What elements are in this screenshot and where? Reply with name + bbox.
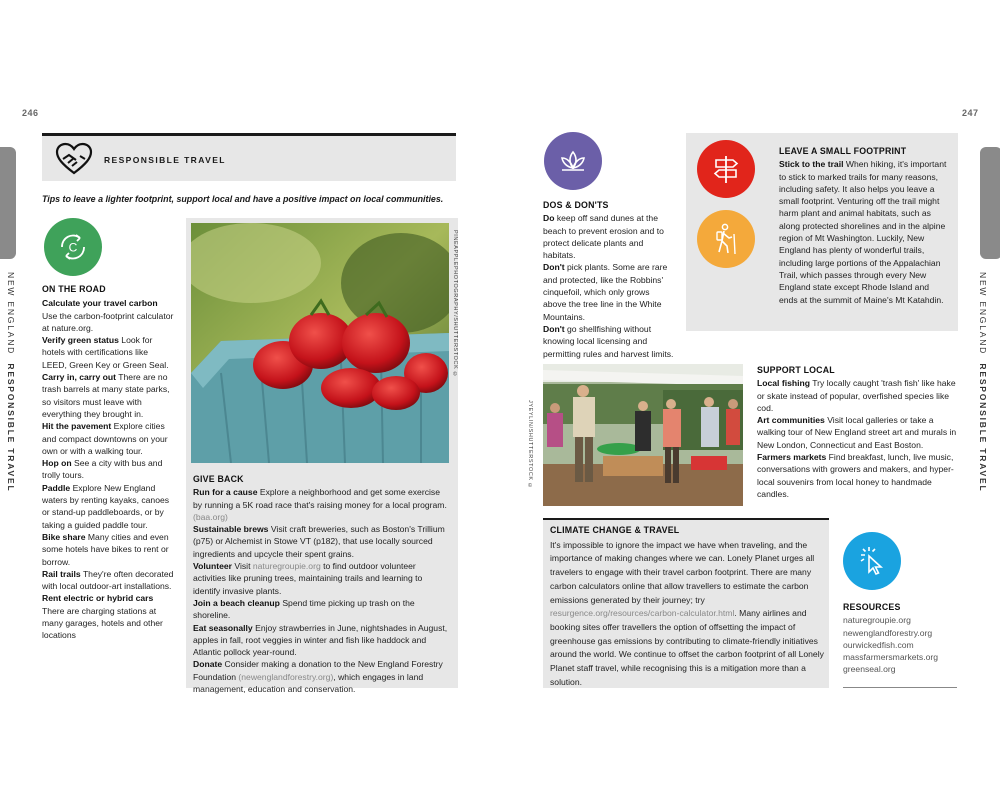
- click-cursor-icon: [843, 532, 901, 590]
- section-header: [42, 133, 456, 181]
- side-label-left: NEW ENGLAND RESPONSIBLE TRAVEL: [6, 272, 16, 493]
- section-title: RESPONSIBLE TRAVEL: [104, 155, 226, 165]
- side-tab-left: [0, 147, 16, 259]
- photo-credit-1: PINEAPPLEPHOTOGRAPHY/SHUTTERSTOCK ©: [452, 230, 458, 379]
- list-item: Join a beach cleanup Spend time picking up trash on the shoreline.: [193, 597, 415, 621]
- list-item: Rail trails They're often decorated with local outdoor-art installations.: [42, 568, 174, 592]
- list-item: Donate Consider making a donation to the New England Forestry Foundation (newenglandforestry.org), which engages in land management, education and conservation.: [193, 659, 443, 695]
- climate-section: [550, 524, 824, 689]
- intro-text: Tips to leave a lighter footprint, support local and have a positive impact on local communities.: [42, 194, 444, 204]
- list-item: Hit the pavement Explore cities and compact downtowns on your own or with a walking tour.: [42, 421, 168, 456]
- signpost-icon: [697, 140, 755, 198]
- svg-text:C: C: [68, 240, 78, 255]
- farmers-market-photo: [543, 364, 743, 506]
- list-item: Verify green status Look for hotels with certifications like LEED, Green Key or Green Seal.: [42, 335, 169, 370]
- photo-credit-2: JYEYLIN/SHUTTERSTOCK ©: [527, 400, 533, 490]
- small-footprint-heading: LEAVE A SMALL FOOTPRINT: [779, 146, 907, 156]
- page-number-left: 246: [22, 108, 39, 118]
- list-item: Don't go shellfishing without knowing local licensing and permitting rules and harvest limits.: [543, 323, 674, 359]
- strawberry-photo: [191, 223, 449, 463]
- resources-heading: RESOURCES: [843, 602, 901, 612]
- climate-heading: CLIMATE CHANGE & TRAVEL: [550, 525, 680, 535]
- list-item: Art communities Visit local galleries or take a walking tour of New England street art and murals in New London, Connecticut and East Boston.: [757, 415, 957, 450]
- resource-link[interactable]: naturegroupie.org: [843, 615, 911, 626]
- list-item: Paddle Explore New England waters by renting kayaks, canoes or stand-up paddleboards, or by taking a guided paddle tour.: [42, 482, 170, 530]
- support-local-section: [757, 364, 957, 500]
- list-item: Local fishing Try locally caught 'trash fish' like hake or skate instead of popular, overfished species like cod.: [757, 378, 956, 413]
- list-item: Bike share Many cities and even some hotels have bikes to rent or borrow.: [42, 531, 169, 567]
- resources-divider: [843, 687, 957, 688]
- resource-link[interactable]: newenglandforestry.org: [843, 627, 933, 638]
- list-item: Rent electric or hybrid cars There are charging stations at many garages, hotels and other locations: [42, 593, 163, 641]
- list-item: Calculate your travel carbon Use the carbon-footprint calculator at nature.org.: [42, 298, 174, 333]
- list-item: Volunteer Visit naturegroupie.org to find outdoor volunteer activities like pruning trees, maintaining trails and learning to identify invasive plants.: [193, 561, 423, 596]
- give-back-section: [193, 473, 451, 695]
- side-label-right: NEW ENGLAND RESPONSIBLE TRAVEL: [978, 272, 988, 493]
- small-footprint-section: [779, 145, 949, 306]
- on-the-road-heading: ON THE ROAD: [42, 284, 106, 294]
- list-item: Do keep off sand dunes at the beach to prevent erosion and to protect delicate plants and habitats.: [543, 213, 664, 261]
- side-tab-right: [980, 147, 1000, 259]
- dos-donts-heading: DOS & DON'TS: [543, 200, 609, 210]
- handshake-heart-icon: [54, 142, 94, 176]
- resources-section: [843, 601, 958, 676]
- list-item: Eat seasonally Enjoy strawberries in June, nightshades in August, apples in fall, root veggies in winter and fish like haddock and Atlantic pollock year-round.: [193, 622, 448, 658]
- climate-text: It's impossible to ignore the impact we have when traveling, and the importance of making changes where we can. Lonely Planet urges all travelers to engage with their travel carbon footprint. There are many carbon calculators online that allow travellers to estimate the carbon emissions generated by their journey; try resurgence.org/resources/carbon-calculator.html. Many airlines and booking sites offer travellers the option of offsetting the impact of greenhouse gas emissions by contributing to climate-friendly initiatives around the world. We continue to offset the carbon footprint of all Lonely Planet staff travel, while recognising this is a mitigation more than a solution.: [550, 539, 824, 687]
- small-footprint-text: Stick to the trail When hiking, it's important to stick to marked trails for many reasons, including safety. It also helps you leave a small footprint. Venturing off the trail might harm plant and animal habitats, such as along protected shorelines and in the alpine region of Mt Washington. Luckily, New England has plenty of wonderful trails, including large portions of the Appalachian Trail, which passes through every New England state except Rhode Island and ends at the summit of Maine's Mt Katahdin.: [779, 159, 947, 305]
- give-back-heading: GIVE BACK: [193, 474, 244, 484]
- page-number-right: 247: [962, 108, 979, 118]
- resource-link[interactable]: ourwickedfish.com: [843, 639, 914, 650]
- list-item: Carry in, carry out There are no trash barrels at many state parks, so visitors must leave with everything they brought in.: [42, 372, 170, 419]
- list-item: Run for a cause Explore a neighborhood and get some exercise by running a 5K road race that's raising money for a local program. (baa.org): [193, 487, 447, 522]
- hiker-icon: [697, 210, 755, 268]
- list-item: Don't pick plants. Some are rare and protected, like the Robbins' cinquefoil, which only grows above the tree line in the White Mountains.: [543, 262, 668, 322]
- list-item: Sustainable brews Visit craft breweries, such as Boston's Trillium (p75) or Alchemist in Stowe VT (p182), that use locally sourced ingredients and upcycle their spent grains.: [193, 524, 445, 559]
- list-item: Farmers markets Find breakfast, lunch, live music, conversations with growers and makers, and hyper-local souvenirs from local honey to handmade candles.: [757, 452, 954, 499]
- recycle-arrows-icon: [44, 218, 102, 276]
- support-local-heading: SUPPORT LOCAL: [757, 365, 835, 375]
- resource-link[interactable]: greenseal.org: [843, 664, 896, 675]
- list-item: Hop on See a city with bus and trolly tours.: [42, 458, 163, 481]
- lotus-icon: [544, 132, 602, 190]
- resource-link[interactable]: massfarmersmarkets.org: [843, 652, 939, 663]
- on-the-road-section: [42, 283, 174, 642]
- dos-donts-section: [543, 199, 675, 360]
